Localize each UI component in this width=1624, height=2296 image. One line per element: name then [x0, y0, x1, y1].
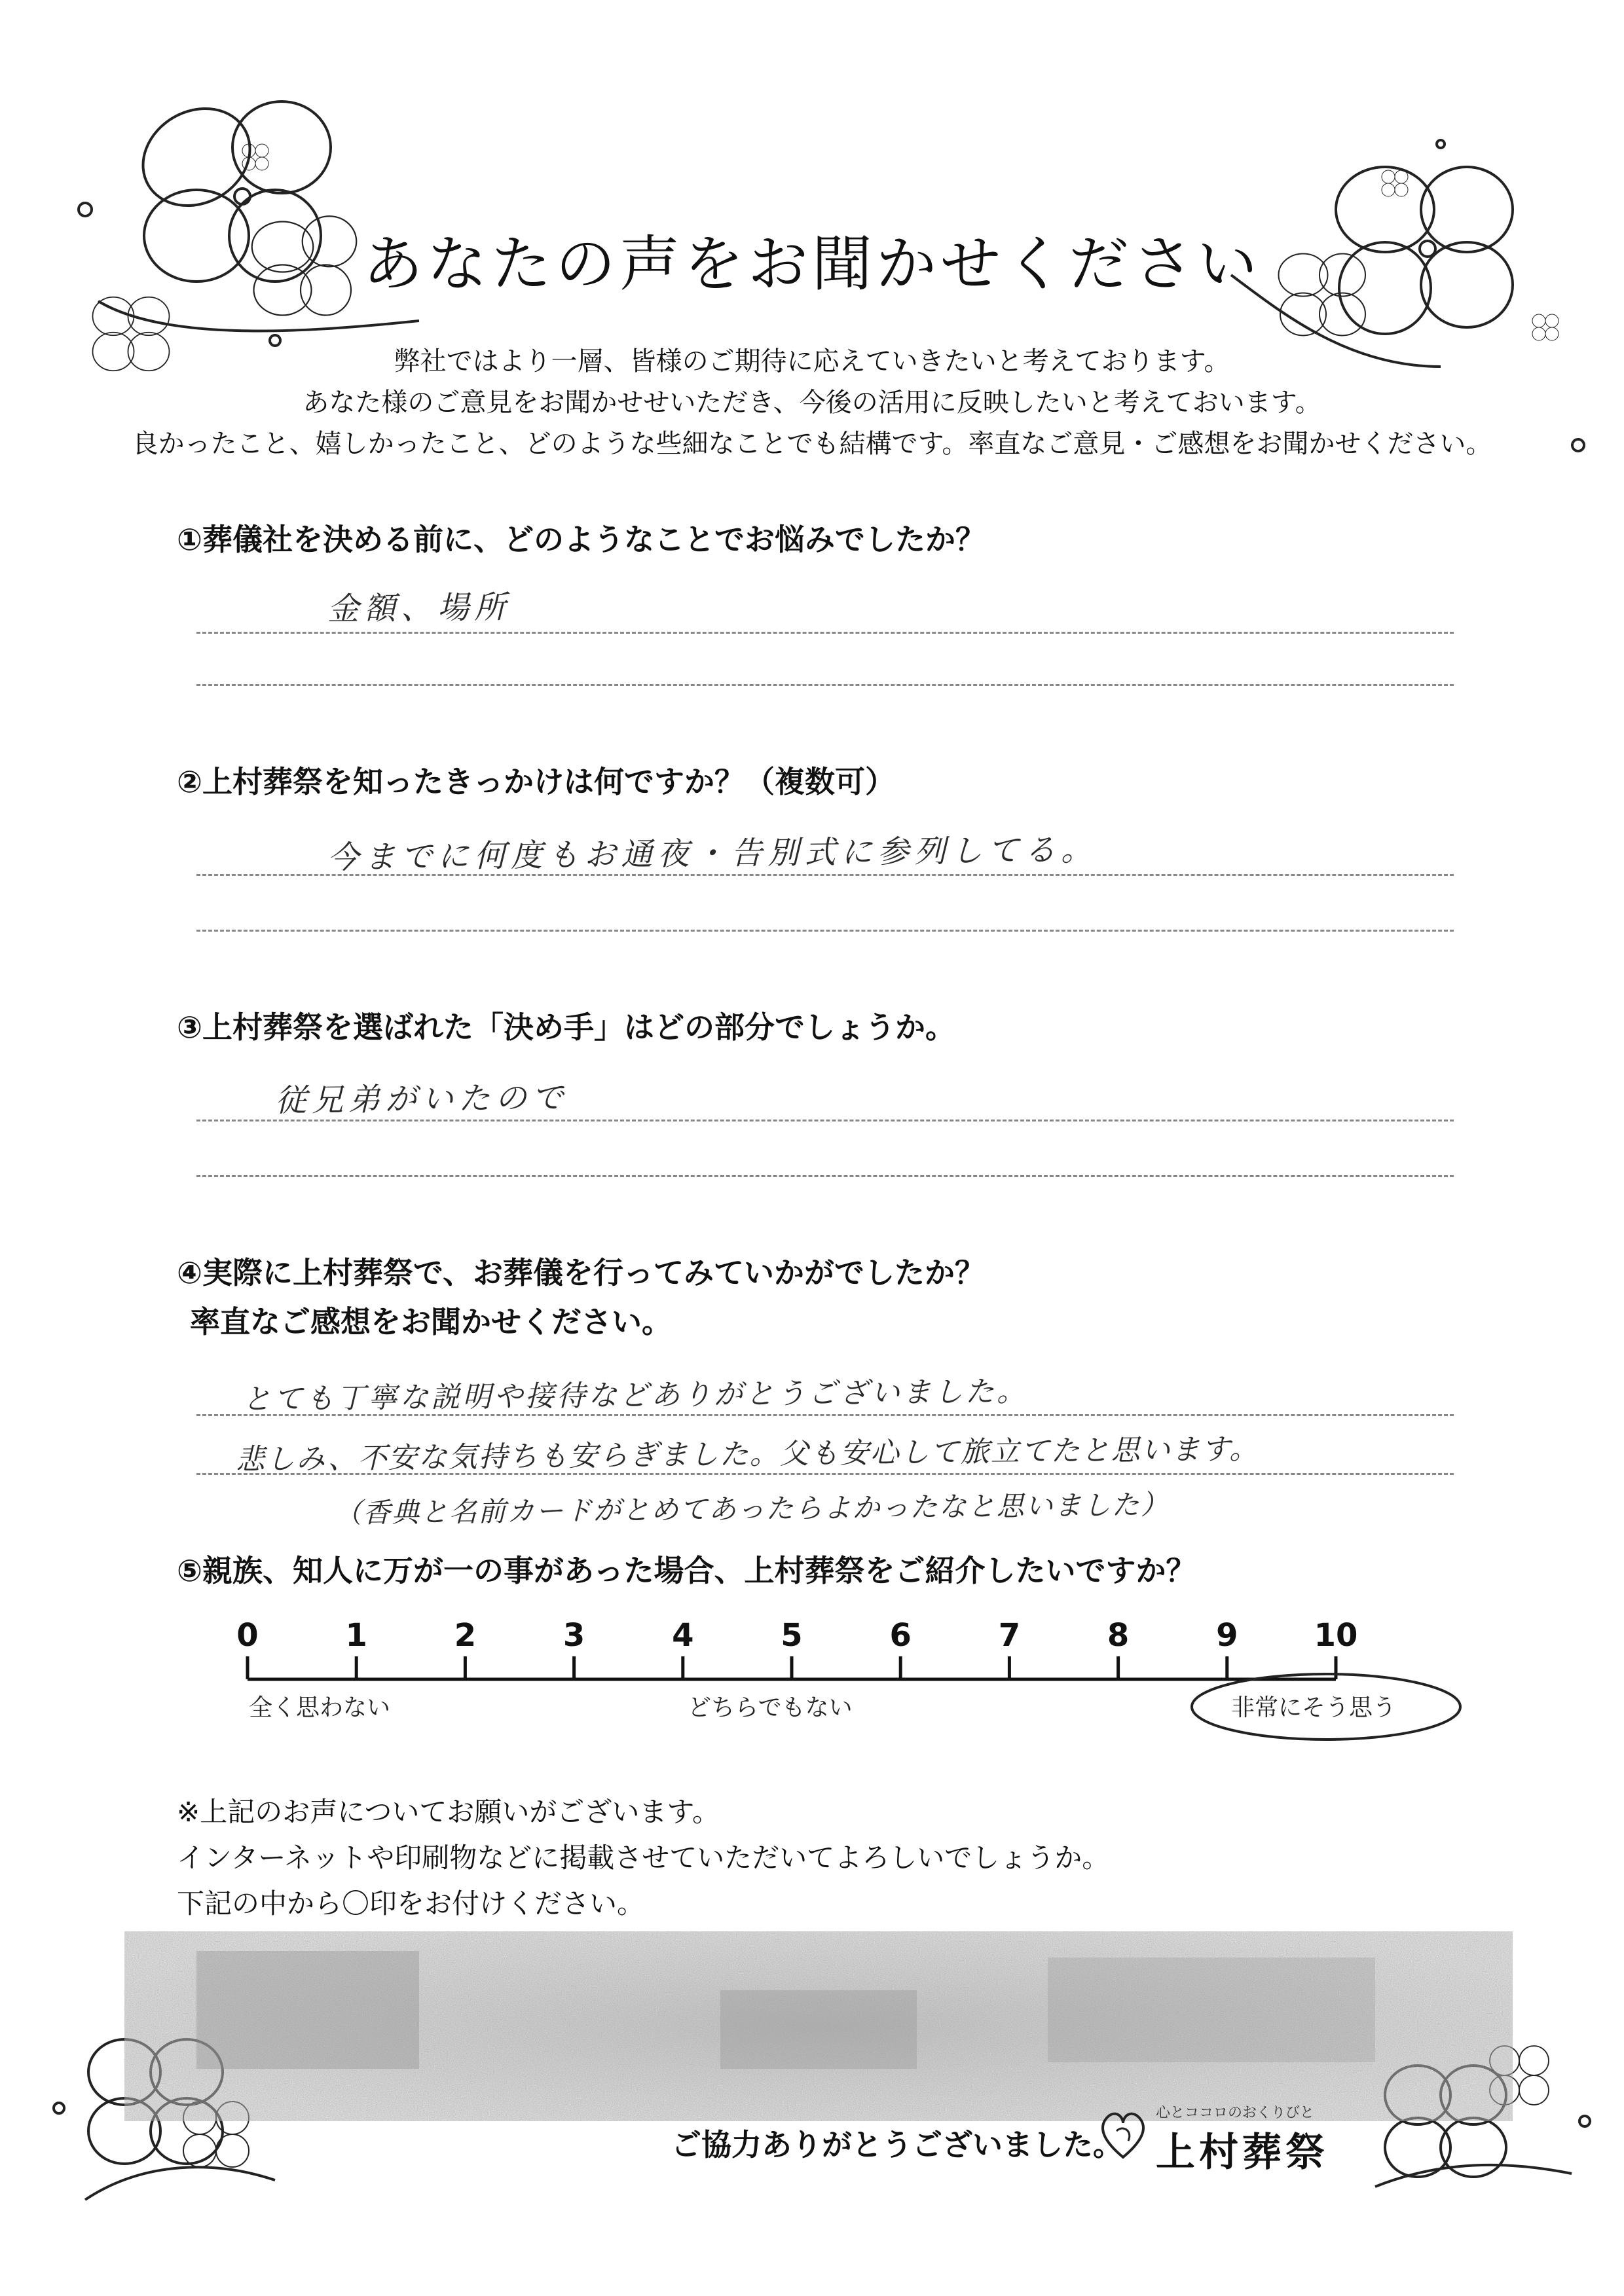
answer-1-text: 金額、場所 — [327, 589, 511, 628]
consent-note-line: 下記の中から〇印をお付けください。 — [177, 1887, 645, 1920]
brand-tagline: 心とココロのおくりびと — [1156, 2105, 1315, 2121]
page-title: あなたの声をお聞かせください — [362, 229, 1261, 299]
scale-label-left: 全く思わない — [249, 1694, 391, 1721]
scale-tick-label: 0 — [236, 1617, 259, 1654]
consent-note-line: ※上記のお声についてお願いがございます。 — [177, 1796, 720, 1828]
question-4-sublabel: 率直なご感想をお聞かせください。 — [190, 1304, 672, 1339]
answer-4-line-2: 悲しみ、不安な気持ちも安らぎました。父も安心して旅立てたと思います。 — [235, 1432, 1260, 1477]
scale-tick-label: 2 — [454, 1617, 477, 1654]
scale-label-middle: どちらでもない — [688, 1694, 853, 1721]
redacted-area — [124, 1931, 1513, 2121]
thanks-message: ご協力ありがとうございました。 — [671, 2127, 1123, 2162]
scale-tick-label: 5 — [781, 1617, 803, 1654]
scale-tick-label: 10 — [1314, 1617, 1358, 1654]
consent-note-line: インターネットや印刷物などに掲載させていただいてよろしいでしょうか。 — [177, 1842, 1110, 1874]
question-1-label: ①葬儀社を決める前に、どのようなことでお悩みでしたか？ — [177, 522, 986, 557]
scale-label-right: 非常にそう思う — [1231, 1694, 1397, 1721]
answer-4-line-3: （香典と名前カードがとめてあったらよかったなと思いました） — [333, 1488, 1170, 1529]
question-3-label: ③上村葬祭を選ばれた「決め手」はどの部分でしょうか。 — [177, 1010, 955, 1045]
scale-tick-label: 1 — [345, 1617, 367, 1654]
scale-tick-label: 9 — [1216, 1617, 1238, 1654]
intro-line: 良かったこと、嬉しかったこと、どのような些細なことでも結構です。率直なご意見・ご感想をお聞かせください。 — [132, 429, 1492, 459]
heart-logo-icon — [1097, 2105, 1149, 2164]
intro-line: 弊社ではより一層、皆様のご期待に応えていきたいと考えております。 — [394, 346, 1230, 376]
scale-tick-label: 8 — [1107, 1617, 1130, 1654]
scale-tick-label: 6 — [889, 1617, 912, 1654]
answer-2-text: 今までに何度もお通夜・告別式に参列してる。 — [327, 831, 1098, 877]
intro-line: あなた様のご意見をお聞かせせいただき、今後の活用に反映したいと考えておいます。 — [303, 388, 1321, 418]
answer-3-text: 従兄弟がいたので — [274, 1079, 569, 1120]
scale-tick-label: 4 — [672, 1617, 694, 1654]
question-2-label: ②上村葬祭を知ったきっかけは何ですか？（複数可） — [177, 764, 895, 799]
scale-tick-label: 7 — [998, 1617, 1021, 1654]
answer-4-line-1: とても丁寧な説明や接待などありがとうございました。 — [242, 1374, 1029, 1417]
scale-tick-label: 3 — [563, 1617, 585, 1654]
question-4-label: ④実際に上村葬祭で、お葬儀を行ってみていかがでしたか？ — [177, 1255, 986, 1290]
brand-name: 上村葬祭 — [1156, 2130, 1329, 2176]
question-5-label: ⑤親族、知人に万が一の事があった場合、上村葬祭をご紹介したいですか？ — [177, 1553, 1196, 1588]
